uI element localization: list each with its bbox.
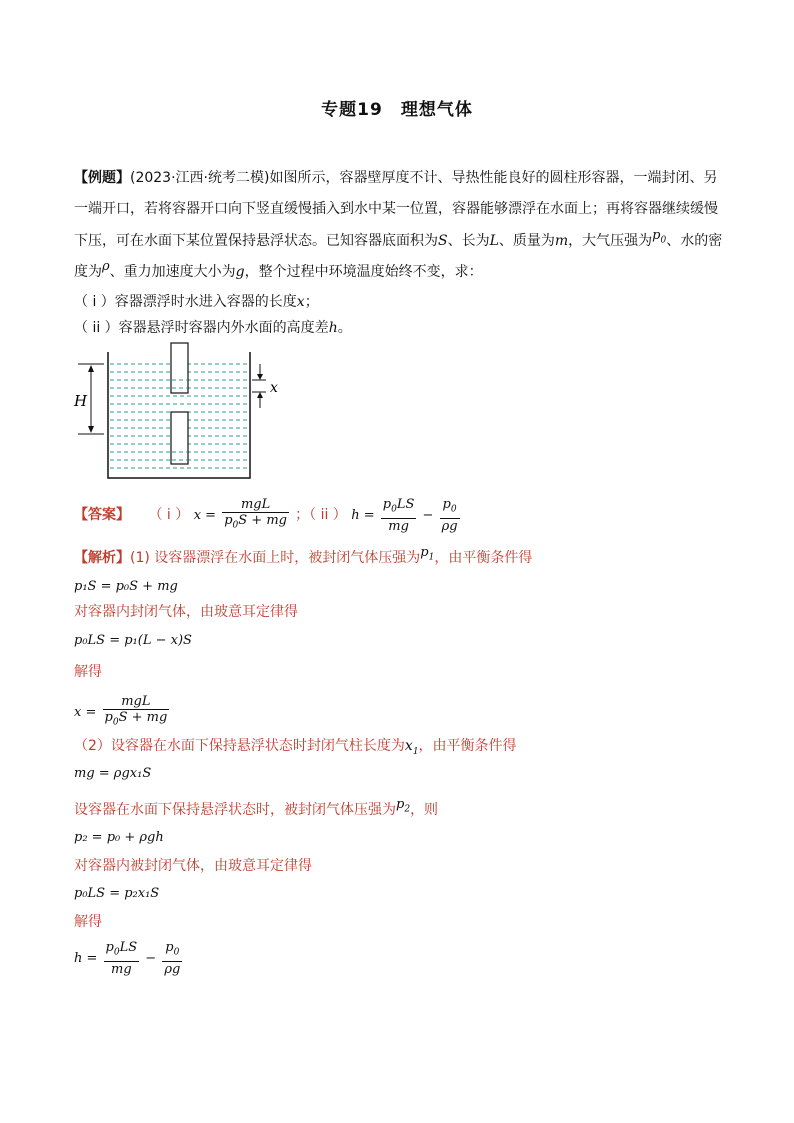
analysis-line-7: 解得 <box>74 914 102 930</box>
analysis-tag: 【解析】 <box>74 550 130 566</box>
problem-line-4: 度为ρ、重力加速度大小为g，整个过程中环境温度始终不变，求： <box>74 259 483 280</box>
equation-2: p₀LS = p₁(L − x)S <box>74 633 192 648</box>
analysis-line-1: 【解析】(1) 设容器漂浮在水面上时，被封闭气体压强为$p_1$，由平衡条件得 <box>74 545 533 566</box>
analysis-line-6: 对容器内被封闭气体，由玻意耳定律得 <box>74 858 312 874</box>
equation-6: p₀LS = p₂x₁S <box>74 886 160 901</box>
analysis-line-4: （2）设容器在水面下保持悬浮状态时封闭气柱长度为$x_1$，由平衡条件得 <box>74 738 517 757</box>
submerged-container <box>171 412 188 464</box>
answer-line: 【答案】 （ i ） x = $\frac{\text{mgL}}{p_0S + mg}$ ；（ ii ） h = $\frac{p_0LS}{mg}$ − $\frac{p_0}{\rho g}$ <box>74 497 462 534</box>
equation-4: mg = ρgx₁S <box>74 766 152 781</box>
p0-symbol: $p_0$ <box>652 228 667 246</box>
container-diagram <box>70 340 285 485</box>
equation-5: p₂ = p₀ + ρgh <box>74 830 164 845</box>
equation-1: p₁S = p₀S + mg <box>74 579 178 594</box>
problem-line-3: 下压，可在水面下某位置保持悬浮状态。已知容器底面积为S、长为L、质量为m，大气压强为$p_0$、水的密 <box>74 228 723 249</box>
analysis-line-3: 解得 <box>74 664 102 680</box>
answer-tag: 【答案】 <box>74 506 130 523</box>
floating-container <box>171 343 188 393</box>
question-2: （ ii ）容器悬浮时容器内外水面的高度差h。 <box>74 320 352 336</box>
problem-line-2: 一端开口，若将容器开口向下竖直缓慢插入到水中某一位置，容器能够漂浮在水面上；再将容器继续缓慢 <box>74 201 718 217</box>
example-tag: 【例题】 <box>74 170 130 186</box>
rho-symbol: ρ <box>102 259 110 274</box>
answer-x-formula: x = $\frac{\text{mgL}}{p_0S + mg}$ <box>193 497 287 531</box>
analysis-line-5: 设容器在水面下保持悬浮状态时，被封闭气体压强为$p_2$，则 <box>74 797 439 818</box>
label-H: H <box>74 392 88 410</box>
question-1: （ i ）容器漂浮时水进入容器的长度x； <box>74 294 319 310</box>
result-h: h = $\frac{p_0LS}{mg}$ − $\frac{p_0}{\rho g}$ <box>74 940 181 977</box>
problem-line-1: 【例题】(2023·江西·统考二模)如图所示，容器壁厚度不计、导热性能良好的圆柱形容器，一端封闭、另 <box>74 170 718 186</box>
analysis-line-2: 对容器内封闭气体，由玻意耳定律得 <box>74 604 298 620</box>
source-tag: (2023·江西·统考二模) <box>130 170 270 186</box>
answer-h-formula: h = $\frac{p_0LS}{mg}$ − $\frac{p_0}{\rho g}$ <box>351 497 458 534</box>
label-x: x <box>270 380 278 396</box>
result-x: x = $\frac{\text{mgL}}{p_0S + mg}$ <box>74 694 168 728</box>
page-title: 专题19 理想气体 <box>321 100 473 120</box>
